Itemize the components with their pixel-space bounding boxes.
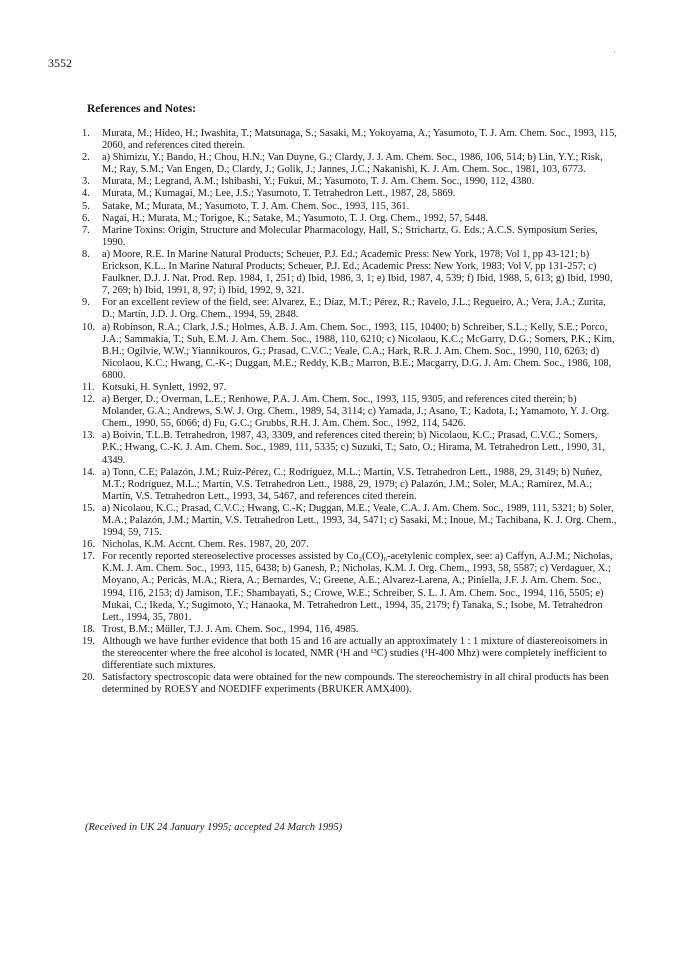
references-heading: References and Notes: [87, 103, 197, 115]
reference-text: Although we have further evidence that both 15 and 16 are actually an approximately 1 : 1 mixture of diastereoisomers in the stereocenter where the free alcohol is located, NMR (¹H and ¹³C) studies (¹H-400 Mhz) were completely inefficient to differentiate such mixtures. [102, 635, 608, 672]
reference-text: Marine Toxins: Origin, Structure and Molecular Pharmacology, Hall, S.; Strichartz, G. Eds.; A.C.S. Symposium Series, 1990. [102, 224, 598, 248]
reference-text: Murata, M.; Legrand, A.M.; Ishibashi, Y.; Fukui, M.; Yasumoto, T. J. Am. Chem. Soc., 1990, 112, 4380. [102, 176, 535, 188]
reference-item [82, 201, 617, 213]
reference-number: 11. [82, 381, 95, 393]
reference-item [82, 636, 617, 672]
reference-text: a) Tonn, C.E; Palazón, J.M.; Ruiz-Pérez, C.; Rodríguez, M.L.; Martín, V.S. Tetrahedron Lett., 1988, 29, 3149; b) Nuñez, M.T.; Rodríguez, M.L.; Martín, V.S. Tetrahedron Lett., 1988, 29, 1979; c) Palazón, J.M.; Soler, M.A.; Ramírez, M.A.; Martín, V.S. Tetrahedron Lett., 1993, 34, 5467, and references cited therein. [102, 466, 603, 502]
reference-number: 13. [82, 430, 95, 442]
reference-text: Murata, M.; Kumagai, M.; Lee, J.S.; Yasumoto, T. Tetrahedron Lett., 1987, 28, 5869. [102, 188, 456, 200]
reference-item [82, 430, 617, 466]
reference-item [82, 382, 617, 394]
reference-text: Nagai, H.; Murata, M.; Torigoe, K.; Satake, M.; Yasumoto, T. J. Org. Chem., 1992, 57, 5448. [102, 212, 489, 224]
reference-item [82, 322, 617, 382]
reference-number: 8. [82, 248, 90, 260]
page-number: 3552 [48, 56, 72, 70]
reference-text: Satake, M.; Murata, M.; Yasumoto, T. J. Am. Chem. Soc., 1993, 115, 361. [102, 200, 410, 212]
reference-text: Trost, B.M.; Müller, T.J. J. Am. Chem. Soc., 1994, 116, 4985. [102, 623, 359, 635]
reference-item [82, 503, 617, 539]
reference-text: Nicholas, K.M. Accnt. Chem. Res. 1987, 20, 207. [102, 539, 309, 551]
reference-item [82, 213, 617, 225]
reference-item [82, 188, 617, 200]
reference-item [82, 128, 617, 152]
reference-item [82, 672, 617, 696]
reference-text: Satisfactory spectroscopic data were obtained for the new compounds. The stereochemistry in all chiral products has been determined by ROESY and NOEDIFF experiments (BRUKER AMX400). [102, 672, 609, 696]
reference-text: a) Shimizu, Y.; Bando, H.; Chou, H.N.; Van Duyne, G.; Clardy, J. J. Am. Chem. Soc., 1986, 106, 514; b) Lin, Y.Y.; Risk, M.; Ray, S.M.; Van Engen, D.; Clardy, J.; Golik, J.; Jannes, J.C.; Nakanishi, K. J. Am. Chem. Soc., 1981, 103, 6773. [102, 152, 603, 176]
reference-number: 19. [82, 635, 95, 647]
reference-number: 3. [82, 176, 90, 188]
scan-mark [614, 51, 615, 52]
reference-item [82, 551, 617, 624]
reference-item [82, 225, 617, 249]
reference-item [82, 249, 617, 297]
reference-text: a) Nicolaou, K.C.; Prasad, C.V.C.; Hwang, C.-K; Duggan, M.E.; Veale, C.A. J. Am. Chem. Soc., 1989, 111, 5321; b) Soler, M.A.; Palazón, J.M.; Martín, V.S. Tetrahedron Lett., 1993, 34, 5471; c) Sasaki, M.; Inoue, M.; Tachibana, K. J. Org. Chem., 1994, 59, 715. [102, 502, 617, 539]
reference-number: 14. [82, 466, 95, 478]
reference-number: 9. [82, 297, 90, 309]
reference-text: For recently reported stereoselective processes assisted by Co₂(CO)₆-acetylenic complex, see: a) Caffyn, A.J.M.; Nicholas, K.M. J. Am. Chem. Soc., 1993, 115, 6438; b) Ganesh, P.; Nicholas, K.M. J. Org. Chem., 1993, 58, 5587; c) Verdaguer, X.; Moyano, A.; Pericàs, M.A.; Riera, A.; Bernardes, V.; Greene, A.E.; Alvarez-Larena, A.; Piniella, J.F. J. Am. Chem. Soc., 1994, 116, 2153; d) Jamison, T.F.; Shambayati, S.; Crowe, W.E.; Schreiber, S. L. J. Am. Chem. Soc., 1994, 116, 5505; e) Mukai, C.; Ikeda, Y.; Sugimoto, Y.; Hanaoka, M. Tetrahedron Lett., 1994, 35, 2179; f) Tanaka, S.; Isobe, M. Tetrahedron Lett., 1994, 35, 7801. [102, 551, 613, 623]
reference-number: 16. [82, 539, 95, 551]
reference-number: 18. [82, 623, 95, 635]
reference-text: a) Berger, D.; Overman, L.E.; Renhowe, P.A. J. Am. Chem. Soc., 1993, 115, 9305, and references cited therein; b) Molander, G.A.; Andrews, S.W. J. Org. Chem., 1989, 54, 3114; c) Yamada, J.; Asano, T.; Kadota, I.; Yamamoto, Y. J. Org. Chem., 1990, 55, 6066; d) Fu, G.C.; Grubbs, R.H. J. Am. Chem. Soc., 1992, 114, 5426. [102, 394, 610, 430]
reference-text: a) Robinson, R.A.; Clark, J.S.; Holmes, A.B. J. Am. Chem. Soc., 1993, 115, 10400; b) Schreiber, S.L.; Kelly, S.E.; Porco, J.A.; Sammakia, T.; Suh, E.M. J. Am. Chem. Soc., 1988, 110, 6210; c) Nicolaou, K.C.; McGarry, D.G.; Somers, P.K.; Kim, B.H.; Ogilvie, W.W.; Yiannikouros, G.; Prasad, C.V.C.; Veale, C.A.; Hark, R.R. J. Am. Chem. Soc., 1990, 110, 6263; d) Nicolaou, K.C.; Hwang, C.-K-; Duggan, M.E.; Reddy, K.B.; Marron, B.E.; Macgarry, D.G. J. Am. Chem. Soc., 1986, 108, 6800. [102, 321, 615, 381]
reference-item [82, 297, 617, 321]
reference-number: 20. [82, 672, 95, 684]
reference-number: 10. [82, 321, 95, 333]
reference-item [82, 394, 617, 430]
received-note: (Received in UK 24 January 1995; accepted 24 March 1995) [85, 822, 343, 833]
reference-list [82, 128, 617, 696]
reference-item [82, 176, 617, 188]
reference-number: 15. [82, 502, 95, 514]
reference-number: 6. [82, 212, 90, 224]
reference-text: Murata, M.; Hideo, H.; Iwashita, T.; Matsunaga, S.; Sasaki, M.; Yokoyama, A.; Yasumoto, T. J. Am. Chem. Soc., 1993, 115, 2060, and references cited therein. [102, 128, 617, 152]
reference-text: a) Moore, R.E. In Marine Natural Products; Scheuer, P.J. Ed.; Academic Press: New York, 1978; Vol 1, pp 43-121; b) Erickson, K.L.. In Marine Natural Products; Scheuer, P.J. Ed.; Academic Press: New York, 1983; Vol V, pp 131-257; c) Faulkner, D.J. J. Nat. Prod. Rep. 1984, 1, 251; d) Ibid, 1986, 3, 1; e) Ibid, 1987, 4, 539; f) Ibid, 1988, 5, 613; g) Ibid, 1990, 7, 269; h) Ibid, 1991, 8, 97; i) Ibid, 1992, 9, 321. [102, 248, 613, 297]
reference-number: 4. [82, 188, 90, 200]
reference-item [82, 624, 617, 636]
reference-item [82, 539, 617, 551]
reference-number: 17. [82, 551, 95, 563]
reference-text: a) Boivin, T.L.B. Tetrahedron, 1987, 43, 3309, and references cited therein; b) Nicolaou, K.C.; Prasad, C.V.C.; Somers, P.K.; Hwang, C.-K. J. Am. Chem. Soc., 1989, 111, 5335; c) Suzuki, T.; Sato, O.; Hirama, M. Tetrahedron Lett., 1990, 31, 4349. [102, 430, 605, 466]
reference-number: 7. [82, 224, 90, 236]
reference-number: 1. [82, 128, 90, 139]
reference-number: 2. [82, 152, 90, 164]
reference-item [82, 152, 617, 176]
reference-number: 12. [82, 394, 95, 406]
reference-text: For an excellent review of the field, see: Alvarez, E.; Díaz, M.T.; Pérez, R.; Ravelo, J.L.; Regueiro, A.; Vera, J.A.; Zurita, D.; Martín, J.D. J. Org. Chem., 1994, 59, 2848. [102, 297, 606, 321]
reference-item [82, 467, 617, 503]
reference-number: 5. [82, 200, 90, 212]
reference-text: Kotsuki, H. Synlett, 1992, 97. [102, 381, 227, 393]
